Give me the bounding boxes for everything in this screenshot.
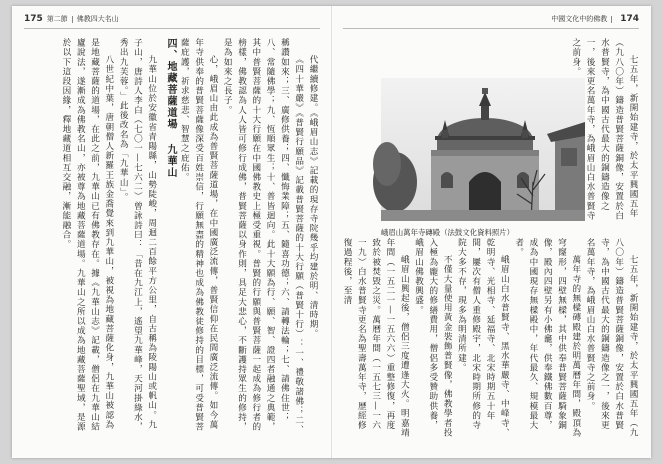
left-chapter: 第二節 [46, 15, 68, 23]
right-paragraph: 七五年，新開始建寺，於太平興國五年（九八〇年）鑄造普賢菩薩銅像，安置於白水普賢寺，為中國古代最大的銅鑄造像之一，後來更名萬年寺，為峨眉山白水普賢寺之前身。 [570, 38, 638, 221]
left-paragraph: 代繼續修建。《峨眉山志》記載的現存寺院幾乎均建於明、清時期。 [308, 55, 318, 339]
right-page-text-top [570, 38, 640, 228]
right-page-text [342, 238, 640, 438]
right-paragraph: 峨眉山白水普賢寺、黑水華嚴寺、中峰寺、乾明寺、光相寺、延福寺、北宋時期五十年間，屢次有僧人重修殿宇，北宋時期所修的寺院大多不存，現多為明清所建。 [456, 238, 510, 438]
right-page-number: 174 [620, 14, 639, 24]
left-paragraph: 八世紀中葉，唐朝僧人新羅王族金喬覺來到九華山，被視為地藏菩薩化身，九華山被認為是地藏菩薩的道場，在此之前，九華山已有佛教存在。據《九華山志》記載，僧侶在九華山結廬說法，遂漸成為佛教名山，亦被尊為地藏菩薩道場。九華山之所以成為地藏菩薩聖域，是源於以下這段因緣，釋地藏道相互交融，漸能融合。 [60, 38, 114, 432]
photo-caption: 峨眉山萬年寺磚殿（法鼓文化資料照片） [381, 228, 515, 237]
right-paragraph: 萬年寺的無樑磚殿建於明萬曆年間，殿頂為穹窿形，四壁無樑，其中供奉普賢菩薩騎象銅像，殿內四壁另有小佛龕，供奉鐵佛數百尊，成為中國現存無樑殿中，年代最久、規模最大者。 [513, 238, 581, 438]
left-paragraph: 《四十華嚴》《普賢行願品》記載普賢菩薩的十大行願（普賢十行）：一、禮敬諸佛；二、稱讚如來；三、廣修供養；四、懺悔業障；五、隨喜功德；六、請轉法輪；七、請佛住世；八、常隨佛學；九、恆順眾生；十、普皆迴向。此十大願為行、願、智、證四者融通之典範，其中普賢菩薩的十大行願在中國佛教史上極受重視。普賢的行願與普賢菩薩一起成為修行者的榜樣，佛教認為人人皆可修行成佛，普賢菩薩以身作則，具足大悲心，不斷護持眾生的修持，是為如來之長子。 [222, 38, 304, 435]
header-separator [611, 16, 612, 23]
temple-illustration [381, 78, 585, 221]
left-paragraph: 九華山位於安徽省青陽縣，山勢陡峻，周迴二百餘平方公里，自古稱為陵陽山或帆山。九子山，唐詩人李白（七〇一—七六二）曾詠詩曰：「昔在九江上，遙望九華峰，天河掛綠水，秀出九芙蓉。」此後改名為「九華山」。 [118, 38, 157, 432]
right-running-title: 中國文化中的佛教 [551, 15, 608, 23]
left-section-title: 佛教四大名山 [76, 15, 119, 23]
section-heading-subtitle: 九華山 [165, 144, 177, 179]
section-heading [163, 38, 177, 438]
temple-photo [381, 78, 585, 221]
right-paragraph: 七五年，新開始建寺，於太平興國五年（九八〇年）鑄造普賢菩薩銅像，安置於白水普賢寺，為中國古代最大的銅鑄造像之一，後來更名萬年寺，為峨眉山白水普賢寺之前身。 [585, 238, 638, 438]
left-page-header [24, 14, 119, 24]
header-separator [72, 16, 73, 23]
right-page-header [551, 14, 639, 24]
book-gutter [331, 6, 332, 458]
right-paragraph: 峨眉山興起後，僧侶三度遭逢大火。明嘉靖年間（一五二一—一五六六）重整修復，再度致於被焚毀之災。萬曆年間（一五七三—一六一九）白水普賢寺更名為聖壽萬年寺，歷經修復過程後，至清 [342, 238, 410, 438]
left-page-text [24, 38, 320, 438]
left-paragraph: 心，峨眉山由此成為普賢菩薩道場，在中國廣泛流傳，普賢信仰在民間廣泛流傳。如今萬年寺供奉的普賢菩薩像深受百姓崇信，行願無盡的精神也成為佛教徒修持的目標，可受普賢菩薩庇護，祈求慈悲、智慧之庇佑。 [179, 38, 218, 432]
right-paragraph: 不僅大量使用黃金裝飾普賢像，佛教學者投入極為龐大的修繕費用，僧侶多受贊助供養，峨眉山佛教興盛。 [413, 238, 453, 438]
left-header-rule [24, 28, 320, 29]
section-heading-title: 四、地藏菩薩道場 [165, 38, 177, 130]
right-header-rule [343, 28, 639, 29]
left-page-number: 175 [24, 14, 43, 24]
